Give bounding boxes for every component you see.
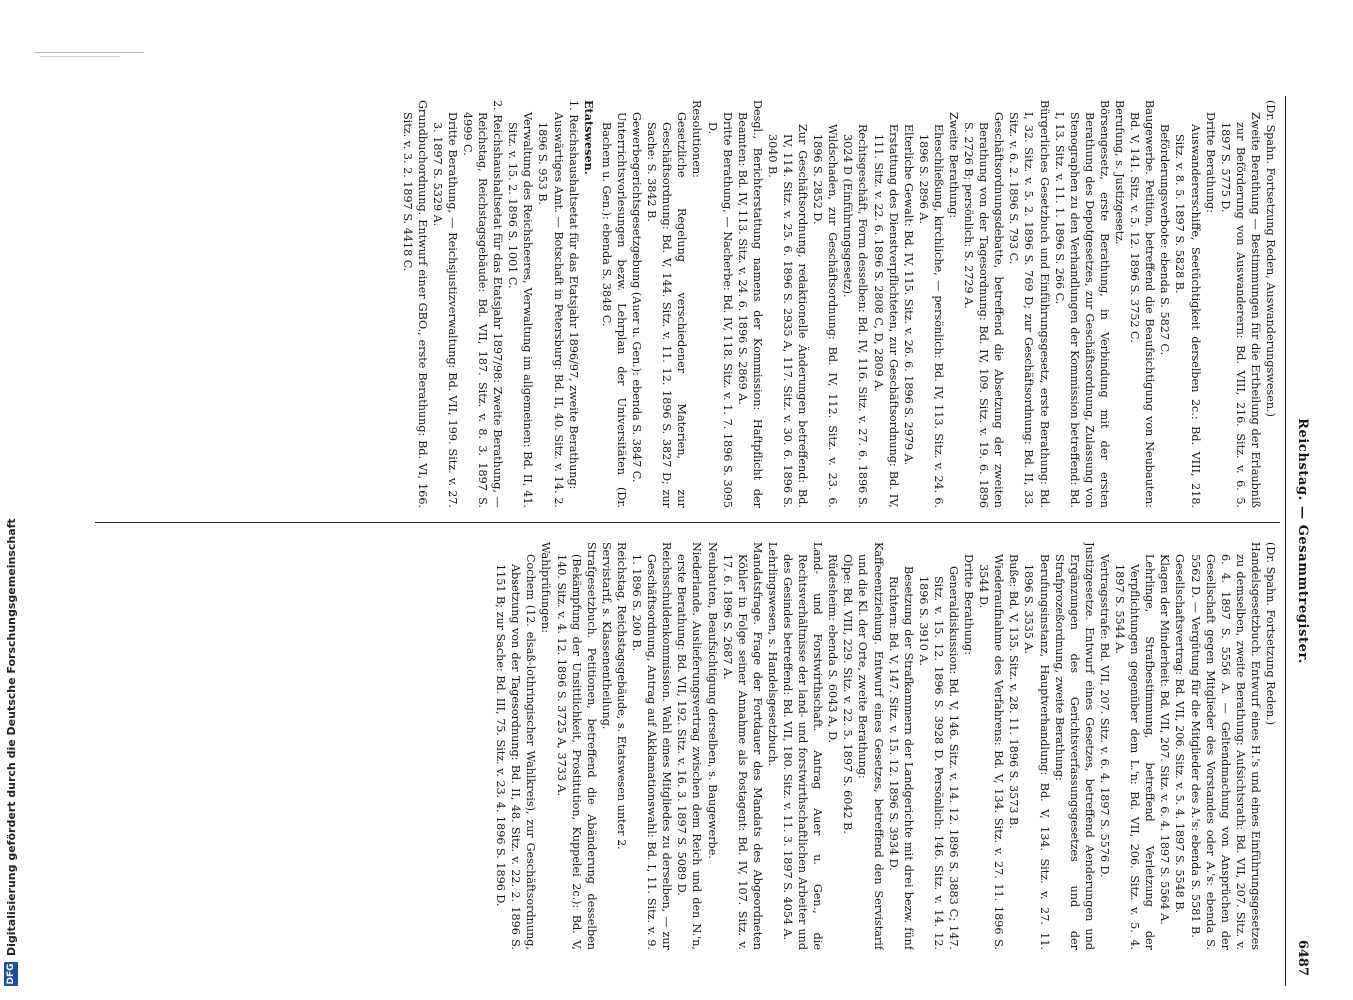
register-entry: Strafgesetzbuch. Petitionen, betreffend die Abänderung desselben (Bekämpfung der Unsittlichkeit, Prostitution, Kuppelei 2c.): Bd. V, 140. Sitz. v. 4. 12. 1896 S. 3725 A, 3733 A. bbox=[554, 542, 598, 950]
digitization-footer bbox=[4, 0, 22, 992]
register-entry: Vertragsstrafe: Bd. VII, 207. Sitz. v. 6. 4. 1897 S. 5576 D. bbox=[1097, 554, 1111, 878]
register-entry: Bürgerliches Gesetzbuch und Einführungsgesetz, erste Berathung: Bd. I, 32. Sitz. v. 5. 2. 1896 S. 769 D; zur Geschäftsordnung: Bd. II, 33. Sitz. v. 6. 2. 1896 S. 793 C. bbox=[1007, 100, 1051, 508]
register-entry: Klagen der Minderheit: Bd. VII, 207. Sitz. v. 6. 4. 1897 S. 5564 A. bbox=[1158, 554, 1172, 925]
register-entry: Dritte Berathung, — Reichsjustizverwaltung: Bd. VII, 199. Sitz. v. 27. 3. 1897 S. 5329 A. bbox=[430, 112, 459, 508]
register-entry: Handelsgesetzbuch. Entwurf eines H.'s und eines Einführungsgesetzes zu demselben, zweite Berathung: Aufsichtsrath: Bd. VII, 207. Sitz. v. 6. 4. 1897 S. 5556 A. — Geltendmachung von Ansprüchen der Gesellschaft gegen Mitglieder des Vorstandes oder A.'s: ebenda S. 5562 D. — Vergütung für die Mitglieder des A.'s: ebenda S. 5581 B. bbox=[1188, 542, 1262, 950]
page-number: 6487 bbox=[1295, 939, 1310, 976]
register-entry: Lehrlinge, Strafbestimmung, betreffend Verletzung der Verpflichtungen gegenüber dem L.'n: Bd. VII, 206. Sitz. v. 5. 4. 1897 S. 5544 A. bbox=[1113, 554, 1157, 950]
register-entry: (Dr. Spahn. Fortsetzung Reden.) bbox=[1264, 542, 1277, 726]
scan-artifact-line bbox=[40, 56, 120, 57]
register-entry: Zur Geschäftsordnung, redaktionelle Änderungen betreffend: Bd. IV, 114. Sitz. v. 25. 6. 1896 S. 2935 A, 117. Sitz. v. 30. 6. 1896 S. 3040 B. bbox=[765, 124, 810, 508]
register-entry: (Dr. Spahn. Fortsetzung Reden, Auswanderungswesen.) bbox=[1264, 100, 1277, 417]
register-entry: Auswärtiges Amt. — Botschaft in Petersburg: Bd. II, 40. Sitz. v. 14. 2. 1896 S. 953 B. bbox=[536, 112, 565, 508]
register-entry: Wiederaufnahme des Verfahrens: Bd. V, 134. Sitz. v. 27. 11. 1896 S. 3544 D. bbox=[977, 554, 1006, 950]
right-column bbox=[88, 542, 1278, 950]
register-entry: Reichstag, Reichstagsgebäude, s. Etatswesen unter 2. bbox=[614, 542, 628, 850]
register-entry: Gesellschaftsvertrag: Bd. VII, 206. Sitz. v. 5. 4. 1897 S. 5548 B. bbox=[1173, 554, 1187, 914]
page-header bbox=[1288, 96, 1310, 986]
register-entry: Niederlande. Auslieferungsvertrag zwischen dem Reich und den N.'n, erste Berathung: Bd. VII, 192. Sitz. v. 16. 3. 1897 S. 5089 D. bbox=[675, 542, 704, 950]
register-entry: Verwaltung des Reichsheeres, Verwaltung im allgemeinen: Bd. II, 41. Sitz. v. 15. 2. 1896 S. 1001 C. bbox=[506, 112, 535, 508]
register-entry: Eheschließung, kirchliche, — persönlich: Bd. IV, 113. Sitz. v. 24. 6. 1896 S. 2896 A. bbox=[916, 124, 945, 508]
register-entry: Lehrlingswesen, s. Handelsgesetzbuch. bbox=[765, 542, 779, 767]
register-entry: Desgl., Berichterstattung namens der Kommission: Haftpflicht der Beamten: Bd. IV, 113. Sitz. v. 24. 6. 1896 S. 2869 A. bbox=[735, 100, 764, 508]
register-entry: Dritte Berathung, — Nacherbe: Bd. IV, 118. Sitz. v. 1. 7. 1896 S. 3095 D. bbox=[705, 112, 734, 508]
register-entry: Gesetzliche Regelung verschiedener Materien, zur Geschäftsordnung: Bd. V, 144. Sitz. v. 11. 12. 1896 S. 3827 D; zur Sache: S. 3842 B. bbox=[645, 112, 689, 508]
register-entry: Neubauten, Beaufsichtigung derselben, s. Baugewerbe. bbox=[705, 542, 719, 859]
register-entry: Börsengesetz, erste Berathung, in Verbindung mit der ersten Berathung des Depotgesetzes, zur Geschäftsordnung, Zulassung von Stenographen zu den Verhandlungen der Kommission betreffend: Bd. I, 13. Sitz. v. 11. 1. 1896 S. 266 C. bbox=[1052, 100, 1111, 508]
register-entry: Generaldiskussion: Bd. V, 146. Sitz. v. 14. 12. 1896 S. 3883 C; 147. Sitz. v. 15. 12. 1896 S. 3928 D. Persönlich: 146. Sitz. v. 14. 12. 1896 S. 3910 A. bbox=[916, 566, 961, 950]
register-entry: Unterrichtsvorlesungen bezw. Lehrplan der Universitäten (Dr. Bachem u. Gen.): ebenda S. 3848 C. bbox=[599, 112, 628, 508]
register-entry: Buße: Bd. V, 135. Sitz. v. 28. 11. 1896 S. 3573 B. bbox=[1007, 554, 1021, 829]
register-entry: Wahlprüfungen: bbox=[539, 542, 553, 634]
register-entry: Baugewerbe. Petition, betreffend die Beaufsichtigung von Neubauten: Bd. V, 141. Sitz. v. 5. 12. 1896 S. 3752 C. bbox=[1128, 100, 1157, 508]
register-entry: Elterliche Gewalt: Bd. IV, 115. Sitz. v. 26. 6. 1896 S. 2979 A. bbox=[901, 124, 915, 466]
register-entry: Rüdesheim: ebenda S. 6043 A, D. bbox=[826, 554, 840, 744]
register-entry: Wildschaden, zur Geschäftsordnung: Bd. IV, 112. Sitz. v. 23. 6. 1896 S. 2852 D. bbox=[811, 124, 840, 508]
register-entry: Dritte Berathung: bbox=[1203, 112, 1217, 213]
register-entry: Berufungsinstanz, Hauptverhandlung: Bd. V, 134. Sitz. v. 27. 11. 1896 S. 3535 A. bbox=[1022, 554, 1051, 950]
register-entry: Grundbuchordnung. Entwurf einer GBO., erste Berathung: Bd. VI, 166. Sitz. v. 3. 2. 1897 S. 4418 C. bbox=[400, 100, 429, 508]
register-entry: Berufung, s. Justizgesetz. bbox=[1113, 100, 1127, 245]
register-entry: Beförderungsverbote: ebenda S. 5827 C. bbox=[1158, 124, 1172, 356]
header-rule bbox=[1285, 96, 1286, 986]
register-entry: Resolutionen: bbox=[690, 100, 704, 178]
register-entry: 1. Reichshaushaltsetat für das Etatsjahr 1896/97, zweite Berathung: bbox=[566, 100, 580, 490]
register-entry: Justizgesetze. Entwurf eines Gesetzes, betreffend Aenderungen und Ergänzungen des Gerichtsverfassungsgesetzes und der Strafprozeßordnung, zweite Berathung: bbox=[1052, 542, 1096, 950]
register-entry: Gewerbegerichtsgesetzgebung (Auer u. Gen.): ebenda S. 3847 C. bbox=[630, 112, 644, 483]
footer-text: Digitalisierung gefördert durch die Deutsche Forschungsgemeinschaft bbox=[5, 518, 18, 956]
register-entry: Erstattung des Dienstverpflichteten, zur Geschäftsordnung: Bd. IV, 111. Sitz. v. 22. 6. 1896 S. 2808 C, D, 2809 A. bbox=[871, 124, 900, 508]
register-entry: Land- und Forstwirthschaft. Antrag Auer u. Gen., die Rechtsverhältnisse der land- und forstwirthschaftlichen Arbeiter und des Gesindes betreffend: Bd. VII, 180. Sitz. v. 11. 3. 1897 S. 4054 A. bbox=[781, 542, 825, 950]
column-divider bbox=[95, 522, 1280, 523]
register-entry: Dritte Berathung: bbox=[962, 554, 976, 655]
register-entry: Besetzung der Strafkammern der Landgerichte mit drei bezw. fünf Richtern: Bd. V, 147. Sitz. v. 15. 12. 1896 S. 3934 D. bbox=[886, 566, 915, 950]
dfg-logo: DFG bbox=[6, 963, 16, 985]
register-entry: Reichsschuldenkommission. Wahl eines Mitgliedes zu derselben, — zur Geschäftsordnung, Antrag auf Akklamationswahl: Bd. I, 11. Sitz. v. 9. 1. 1896 S. 200 B. bbox=[630, 542, 674, 950]
register-entry: Zweite Berathung — Bestimmungen für die Ertheilung der Erlaubniß zur Beförderung von Auswanderern: Bd. VIII, 216. Sitz. v. 6. 5. 1897 S. 5775 D. bbox=[1218, 112, 1262, 508]
register-entry: Mandatsfrage. Frage der Fortdauer des Mandats des Abgeordneten Köhler in Folge seiner Annahme als Postagent: Bd. IV, 107. Sitz. v. 17. 6. 1896 S. 2687 A. bbox=[720, 542, 764, 950]
register-entry: 2. Reichshaushaltsetat für das Etatsjahr 1897/98: Zweite Berathung, — Reichstag, Reichstagsgebäude: Bd. VII, 187. Sitz. v. 8. 3. 1897 S. 4999 C. bbox=[461, 100, 505, 508]
register-entry: Rechtsgeschäft, Form desselben: Bd. IV, 116. Sitz. v. 27. 6. 1896 S. 3024 D (Einführungsgesetz). bbox=[841, 124, 870, 508]
register-entry: Geschäftsordnungsdebatte, betreffend die Absetzung der zweiten Berathung von der Tagesordnung: Bd. IV, 109. Sitz. v. 19. 6. 1896 S. 2726 B; persönlich: S. 2729 A. bbox=[962, 112, 1006, 508]
register-entry: Kaffeeentziehung. Entwurf eines Gesetzes, betreffend den Servistarif und die Kl. der Orte, zweite Berathung: bbox=[856, 542, 885, 950]
section-heading: Etatswesen. bbox=[581, 100, 596, 175]
register-page bbox=[80, 96, 1310, 986]
register-entry: Olpe: Bd. VIII, 229. Sitz. v. 22. 5. 1897 S. 6042 B. bbox=[841, 554, 855, 834]
register-entry: Servistarif, s. Klassenentheilung. bbox=[599, 542, 613, 730]
register-entry: Cochem (12. elsaß-lothringischer Wahlkreis), zur Geschäftsordnung, Absetzung von der Tagesordnung: Bd. II, 48. Sitz. v. 22. 2. 1896 S. 1151 B; zur Sache: Bd. III, 75. Sitz. v. 23. 4. 1896 S. 1896 D. bbox=[494, 554, 538, 950]
register-entry: Auswandererschiffe, Seetüchtigkeit derselben 2c.: Bd. VIII, 218. Sitz. v. 8. 5. 1897 S. 5828 B. bbox=[1173, 124, 1202, 508]
left-column bbox=[88, 100, 1278, 508]
register-entry: Zweite Berathung: bbox=[947, 112, 961, 219]
page-title: Reichstag. — Gesammtregister. bbox=[1295, 418, 1310, 664]
scan-artifact-line bbox=[34, 52, 144, 53]
